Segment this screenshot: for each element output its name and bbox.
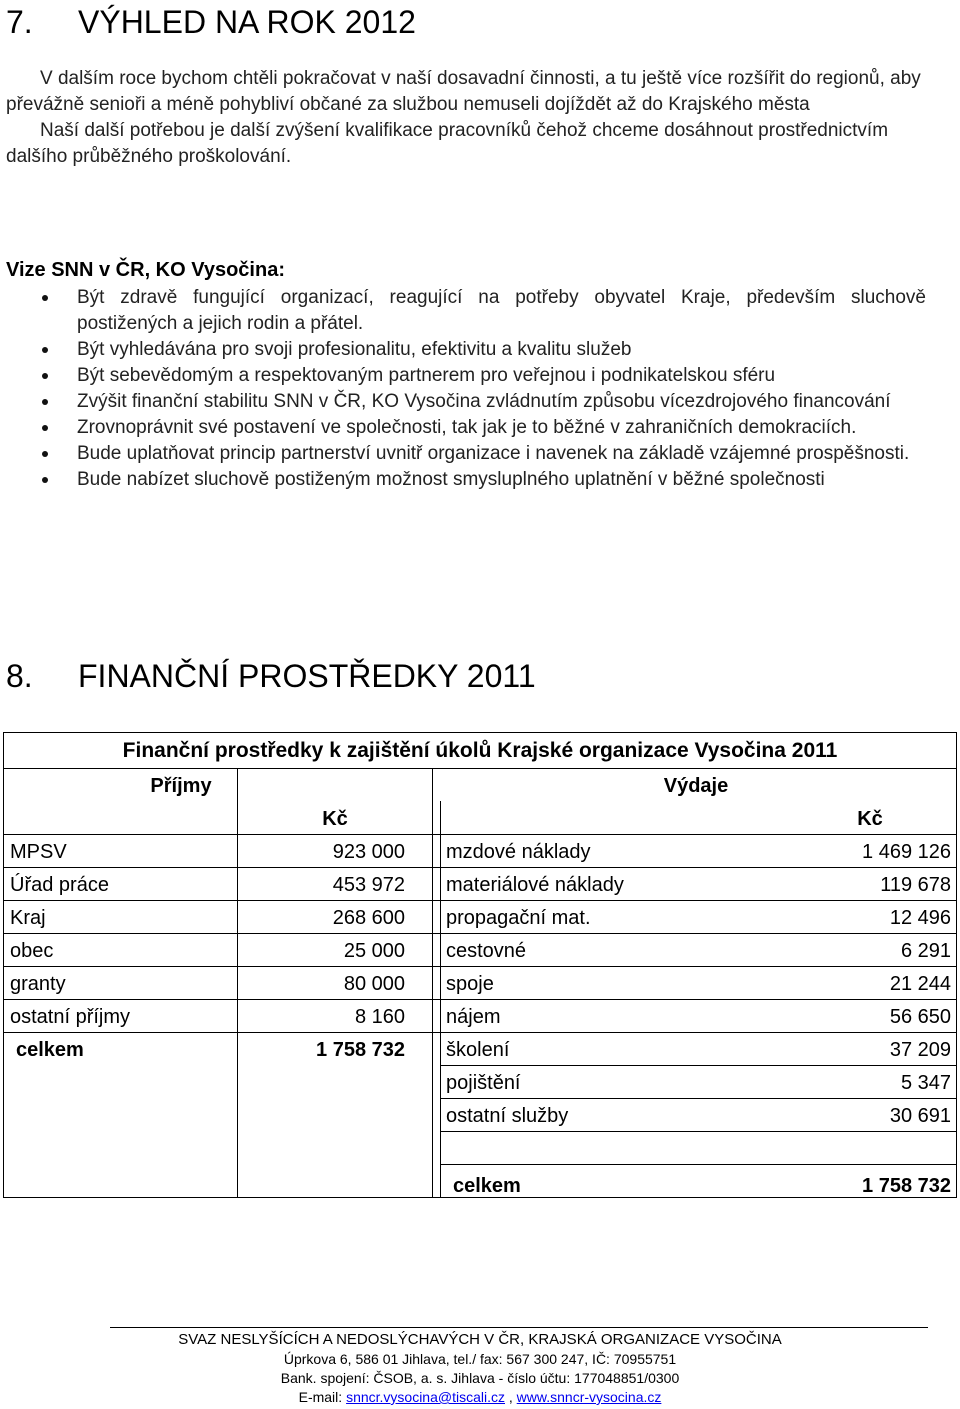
- expense-label: propagační mat.: [446, 907, 591, 929]
- income-value: 453 972: [332, 874, 405, 896]
- income-label: Úřad práce: [10, 874, 109, 896]
- expense-label: mzdové náklady: [446, 841, 591, 863]
- income-total-value: 1 758 732: [316, 1039, 405, 1061]
- footer-divider: [110, 1327, 928, 1328]
- expense-value: 12 496: [889, 907, 951, 929]
- income-value: 923 000: [332, 841, 405, 863]
- expense-label: ostatní služby: [446, 1105, 569, 1127]
- section-title: FINANČNÍ PROSTŘEDKY 2011: [78, 658, 536, 694]
- expense-label: školení: [446, 1039, 510, 1061]
- table-rule: [4, 900, 956, 901]
- income-currency: Kč: [322, 808, 348, 830]
- expense-value: 21 244: [889, 973, 951, 995]
- intro-text: [6, 66, 926, 170]
- expense-total-value: 1 758 732: [862, 1175, 951, 1197]
- table-rule: [4, 834, 956, 835]
- expense-header: Výdaje: [663, 775, 729, 797]
- expense-label: spoje: [446, 973, 494, 995]
- table-rule: [4, 867, 956, 868]
- income-value: 25 000: [343, 940, 405, 962]
- expense-label: pojištění: [446, 1072, 521, 1094]
- table-rule: [4, 966, 956, 967]
- table-rule: [4, 999, 956, 1000]
- section-title: VÝHLED NA ROK 2012: [78, 4, 416, 40]
- vize-heading: Vize SNN v ČR, KO Vysočina:: [6, 259, 285, 281]
- list-item: Zrovnoprávnit své postavení ve společnosti, tak jak je to běžné v zahraničních demokraciích.: [0, 415, 926, 441]
- table-rule: [440, 1065, 956, 1066]
- footer-address: Úprkova 6, 586 01 Jihlava, tel./ fax: 567 300 247, IČ: 70955751: [283, 1351, 677, 1367]
- income-value: 80 000: [343, 973, 405, 995]
- income-total-label: celkem: [16, 1039, 84, 1061]
- footer-contact: E-mail: snncr.vysocina@tiscali.cz , www.snncr-vysocina.cz: [298, 1389, 662, 1405]
- section-8-heading: [6, 656, 536, 696]
- web-link[interactable]: www.snncr-vysocina.cz: [516, 1389, 662, 1405]
- income-label: MPSV: [10, 841, 67, 863]
- expense-value: 5 347: [900, 1072, 951, 1094]
- income-header: Příjmy: [150, 775, 212, 797]
- income-value: 268 600: [332, 907, 405, 929]
- finance-title: Finanční prostředky k zajištění úkolů Krajské organizace Vysočina 2011: [122, 739, 838, 762]
- expense-value: 37 209: [889, 1039, 951, 1061]
- list-item: Bude nabízet sluchově postiženým možnost smysluplného uplatnění v běžné společnosti: [0, 467, 926, 493]
- table-rule: [4, 1032, 956, 1033]
- footer-bank: Bank. spojení: ČSOB, a. s. Jihlava - číslo účtu: 177048851/0300: [280, 1370, 680, 1386]
- expense-value: 119 678: [880, 874, 951, 896]
- list-item: Být vyhledávána pro svoji profesionalitu, efektivitu a kvalitu služeb: [0, 337, 926, 363]
- bullet-icon: [42, 399, 48, 405]
- section-number: 8.: [6, 658, 33, 694]
- bullet-icon: [42, 295, 48, 301]
- list-item: Být zdravě fungující organizací, reagující na potřeby obyvatel Kraje, především sluchově postižených a jejich rodin a přátel.: [0, 285, 926, 337]
- table-rule: [4, 768, 956, 769]
- bullet-icon: [42, 425, 48, 431]
- expense-total-label: celkem: [453, 1175, 521, 1197]
- section-7-heading: [6, 2, 416, 42]
- table-rule: [440, 1164, 956, 1165]
- table-rule: [432, 768, 433, 1197]
- income-label: ostatní příjmy: [10, 1006, 131, 1028]
- footer-org: SVAZ NESLYŠÍCÍCH A NEDOSLÝCHAVÝCH V ČR, KRAJSKÁ ORGANIZACE VYSOČINA: [178, 1331, 782, 1348]
- list-item: Bude uplatňovat princip partnerství uvnitř organizace i navenek na základě vzájemné prospěšnosti.: [0, 441, 926, 467]
- finance-table: [3, 732, 957, 1198]
- list-item: Zvýšit finanční stabilitu SNN v ČR, KO Vysočina zvládnutím způsobu vícezdrojového financování: [0, 389, 926, 415]
- list-item: Být sebevědomým a respektovaným partnerem pro veřejnou i podnikatelskou sféru: [0, 363, 926, 389]
- expense-label: cestovné: [446, 940, 527, 962]
- income-label: granty: [10, 973, 66, 995]
- bullet-icon: [42, 347, 48, 353]
- vize-list: [0, 285, 926, 493]
- intro-paragraph-2: Naší další potřebou je další zvýšení kvalifikace pracovníků čehož chceme dosáhnout prostřednictvím dalšího průběžného proškolování.: [6, 120, 889, 167]
- income-label: obec: [10, 940, 54, 962]
- expense-label: nájem: [446, 1006, 501, 1028]
- table-rule: [4, 933, 956, 934]
- expense-value: 56 650: [889, 1006, 951, 1028]
- table-rule: [440, 1098, 956, 1099]
- expense-value: 1 469 126: [862, 841, 951, 863]
- section-number: 7.: [6, 4, 33, 40]
- bullet-icon: [42, 373, 48, 379]
- income-label: Kraj: [10, 907, 46, 929]
- expense-value: 30 691: [889, 1105, 951, 1127]
- expense-value: 6 291: [900, 940, 951, 962]
- expense-label: materiálové náklady: [446, 874, 624, 896]
- bullet-icon: [42, 451, 48, 457]
- email-link[interactable]: snncr.vysocina@tiscali.cz: [346, 1389, 505, 1405]
- table-rule: [440, 1131, 956, 1132]
- income-value: 8 160: [354, 1006, 405, 1028]
- intro-paragraph-1: V dalším roce bychom chtěli pokračovat v naší dosavadní činnosti, a tu ještě více rozšířit do regionů, aby převážně senioři a méně pohybliví občané za službou nemuseli dojíždět až do Krajského města: [6, 68, 921, 115]
- expense-currency: Kč: [857, 808, 883, 830]
- bullet-icon: [42, 477, 48, 483]
